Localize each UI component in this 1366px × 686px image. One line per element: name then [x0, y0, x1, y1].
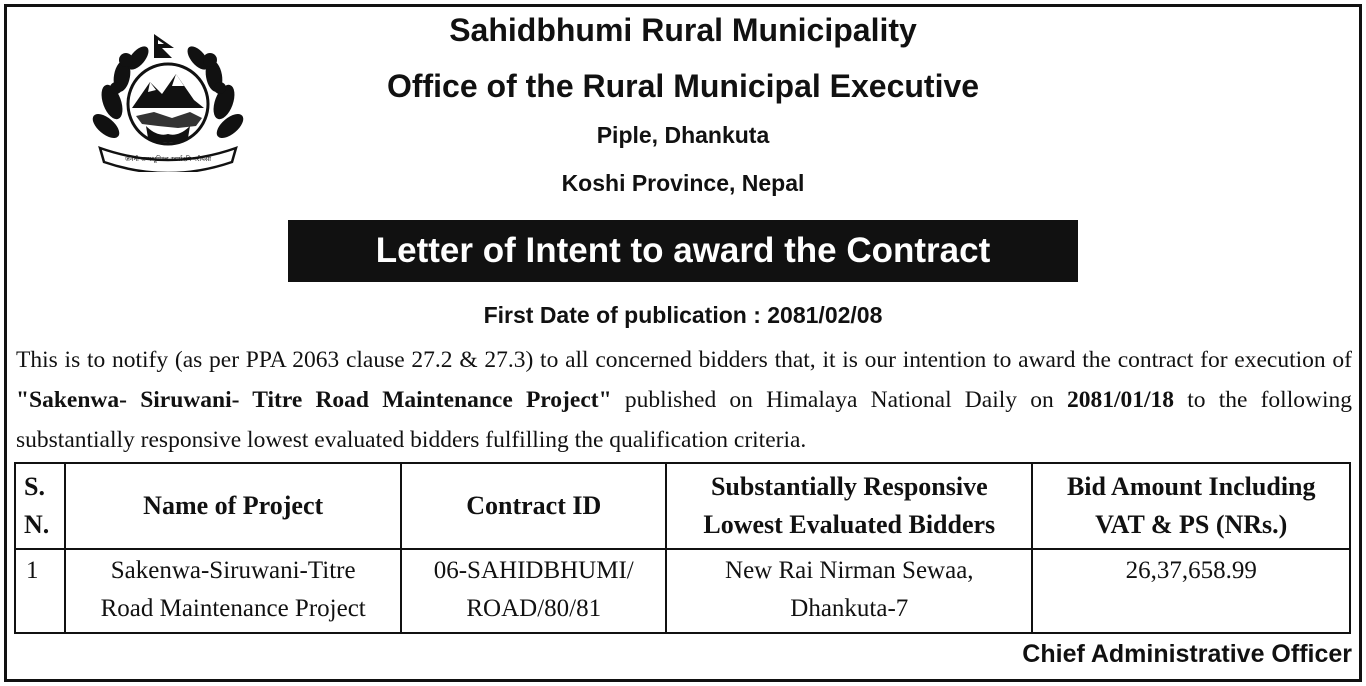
- table-header-row: [15, 463, 1350, 549]
- header-project-name: Name of Project: [65, 463, 401, 549]
- notice-text-1: This is to notify (as per PPA 2063 clause 27.2 & 27.3) to all concerned bidders that, it is our intention to award the contract for execution of: [16, 347, 1352, 373]
- notice-project-name: "Sakenwa- Siruwani- Titre Road Maintenance Project": [16, 387, 612, 413]
- signatory-title: Chief Administrative Officer: [1022, 640, 1352, 668]
- publication-date: 2081/02/08: [767, 302, 883, 328]
- emblem-motto: जननी जन्मभूमिश्च स्वर्गादपि गरीयसी: [125, 155, 211, 163]
- notice-text-2: published on Himalaya National Daily on: [611, 387, 1067, 413]
- header-serial-number: S. N.: [15, 463, 65, 549]
- notice-title-banner: Letter of Intent to award the Contract: [288, 220, 1078, 282]
- table-row: [15, 549, 1350, 633]
- cell-serial-number: 1: [15, 549, 65, 633]
- notice-body: [16, 340, 1352, 460]
- cell-contract-id: 06-SAHIDBHUMI/ ROAD/80/81: [401, 549, 666, 633]
- address-line-1: Piple, Dhankuta: [596, 122, 770, 148]
- header-bid-amount: Bid Amount Including VAT & PS (NRs.): [1032, 463, 1350, 549]
- cell-bidder: New Rai Nirman Sewaa, Dhankuta-7: [666, 549, 1032, 633]
- header-bidder: Substantially Responsive Lowest Evaluated Bidders: [666, 463, 1032, 549]
- cell-project-name: Sakenwa-Siruwani-Titre Road Maintenance Project: [65, 549, 401, 633]
- office-name: Office of the Rural Municipal Executive: [386, 68, 980, 104]
- address-line-2: Koshi Province, Nepal: [561, 170, 805, 196]
- award-table: [14, 462, 1351, 634]
- notice-published-date: 2081/01/18: [1066, 387, 1174, 413]
- municipality-name: Sahidbhumi Rural Municipality: [449, 12, 917, 48]
- publication-date-line: [0, 302, 1366, 329]
- cell-bid-amount: 26,37,658.99: [1032, 549, 1350, 633]
- header-contract-id: Contract ID: [401, 463, 666, 549]
- notice-text-3: to the following substantially responsive lowest evaluated bidders fulfilling the qualification criteria.: [16, 387, 1352, 453]
- publication-label: First Date of publication :: [483, 302, 761, 328]
